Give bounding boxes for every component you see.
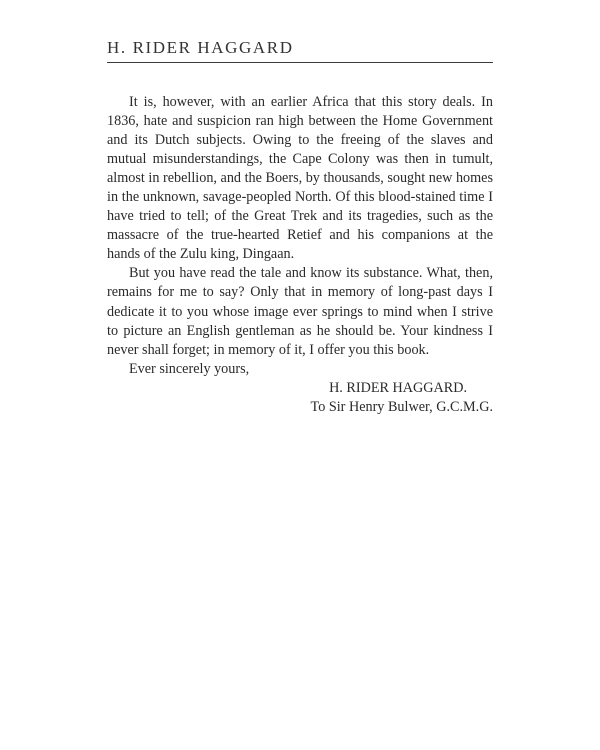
letter-body bbox=[107, 93, 493, 417]
signature: H. RIDER HAGGARD. bbox=[329, 379, 467, 396]
paragraph-dedication: But you have read the tale and know its substance. What, then, remains for me to say? Only that in memory of long-past days I dedicate it to you whose image ever springs to mind when I strive to picture an English gentleman as he should be. Your kindness I never shall forget; in memory of it, I offer you this book. bbox=[107, 265, 493, 358]
closing-line: Ever sincerely yours, bbox=[129, 360, 250, 377]
running-header bbox=[107, 38, 493, 63]
running-title: H. RIDER HAGGARD bbox=[107, 38, 294, 57]
addressee: To Sir Henry Bulwer, G.C.M.G. bbox=[310, 398, 493, 415]
paragraph-history: It is, however, with an earlier Africa that this story deals. In 1836, hate and suspicion ran high between the Home Government and its Dutch subjects. Owing to the freeing of the slaves and mutual misunderstandings, the Cape Colony was then in tumult, almost in rebellion, and the Boers, by thousands, sought new homes in the unknown, savage-peopled North. Of this blood-stained time I have tried to tell; of the Great Trek and its tragedies, such as the massacre of the true-hearted Retief and his companions at the hands of the Zulu king, Dingaan. bbox=[107, 94, 493, 263]
